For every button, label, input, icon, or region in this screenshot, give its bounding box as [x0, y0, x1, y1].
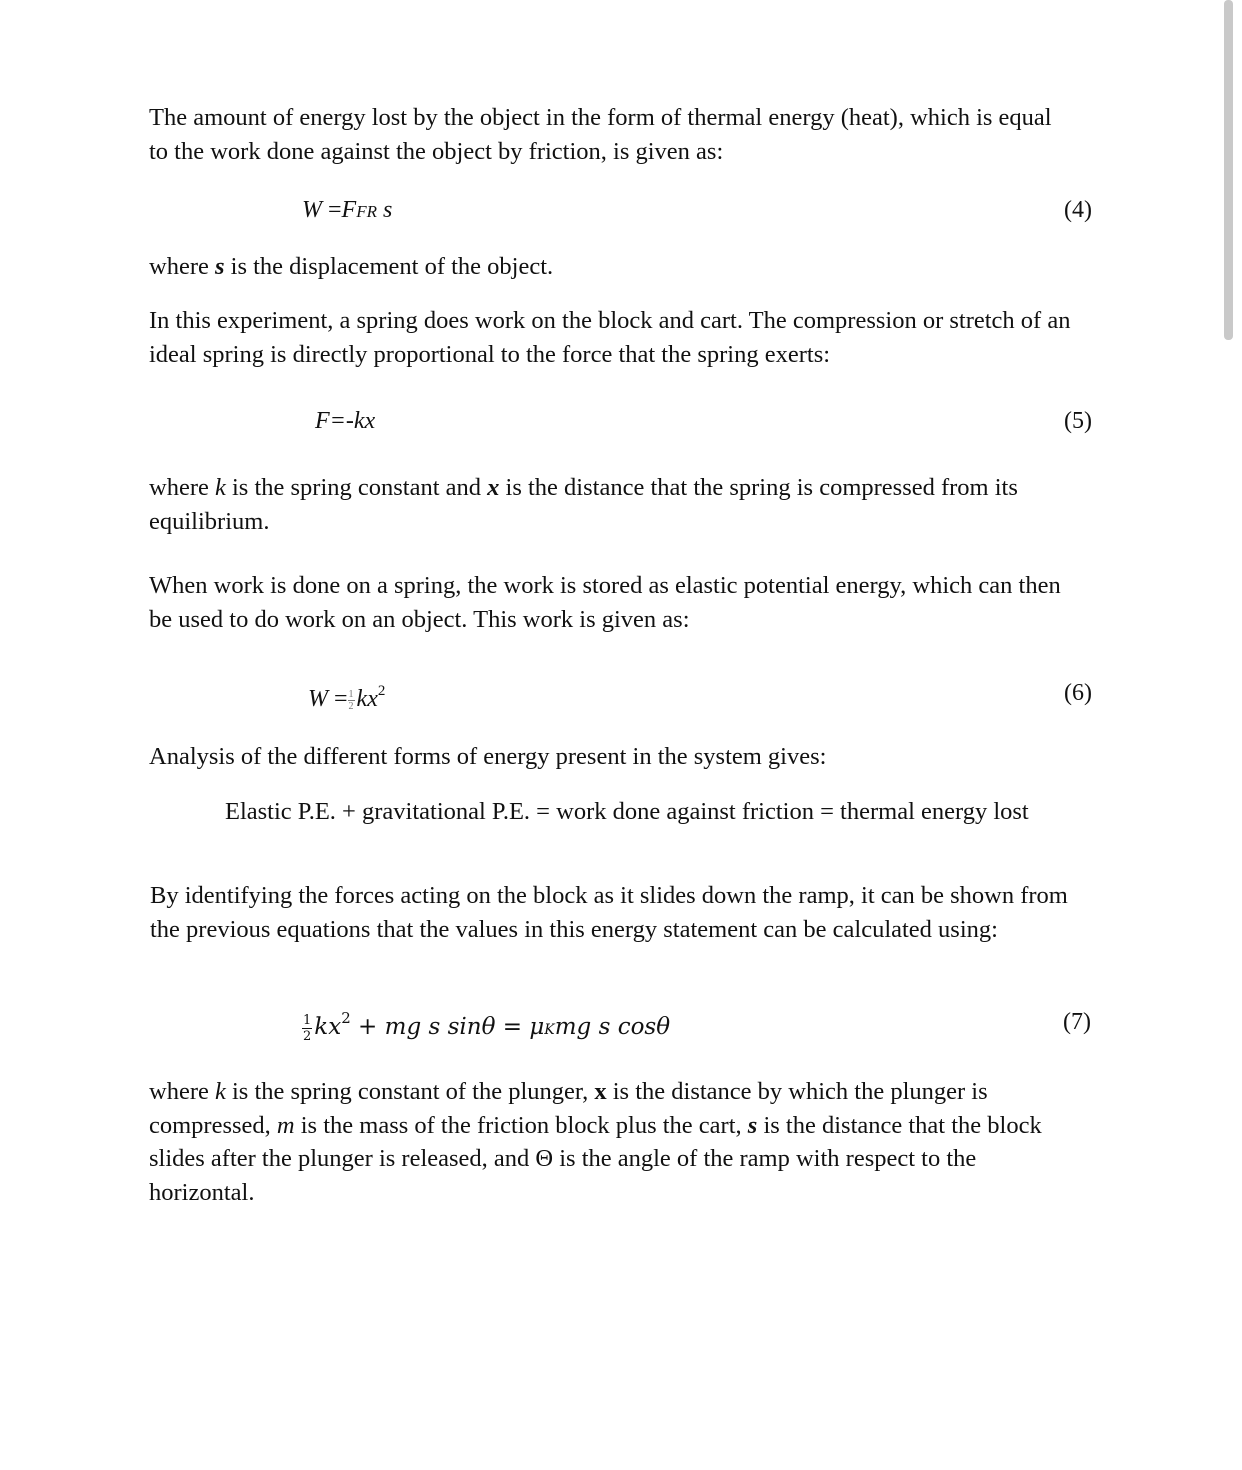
- paragraph-analysis: [149, 740, 1109, 774]
- var-x: x: [594, 1078, 607, 1105]
- equation-number-7: (7): [1063, 1009, 1091, 1035]
- text-segment: is the mass of the friction block plus the cart,: [294, 1111, 748, 1139]
- paragraph-line: The amount of energy lost by the object in the form of thermal energy (heat), which is equal: [149, 104, 1052, 131]
- equation-number-6: (6): [1064, 680, 1092, 706]
- eq7-exponent: 2: [341, 1009, 351, 1027]
- eq6-rhs: kx: [356, 686, 378, 712]
- eq7-mu-subscript: K: [544, 1022, 555, 1038]
- paragraph-thermal-energy: [149, 101, 1109, 168]
- eq7-part2: + mg s sinθ =: [350, 1014, 530, 1040]
- paragraph-line: In this experiment, a spring does work on the block and cart. The compression or stretch of an: [149, 307, 1071, 334]
- text-segment: is the displacement of the object.: [224, 253, 554, 280]
- text-segment: is the distance that the block: [757, 1111, 1042, 1139]
- eq6-lhs: W: [308, 686, 328, 712]
- paragraph-line: the previous equations that the values in this energy statement can be calculated using:: [150, 915, 998, 943]
- paragraph-displacement: [149, 250, 1109, 284]
- paragraph-line: slides after the plunger is released, and Θ is the angle of the ramp with respect to the: [149, 1145, 977, 1172]
- paragraph-line: be used to do work on an object. This work is given as:: [149, 605, 690, 633]
- paragraph-spring-constant: [149, 471, 1109, 538]
- paragraph-line: equilibrium.: [149, 507, 270, 535]
- frac-numerator: 1: [303, 1012, 312, 1028]
- eq4-subscript: FR: [356, 202, 377, 221]
- paragraph-line: ideal spring is directly proportional to the force that the spring exerts:: [149, 340, 831, 368]
- eq4-rhs: s: [377, 197, 393, 223]
- eq4-lhs: W: [302, 197, 322, 223]
- var-k: k: [214, 474, 226, 501]
- var-m: m: [276, 1111, 295, 1139]
- frac-denominator: 2: [348, 700, 354, 712]
- paragraph-line: By identifying the forces acting on the block as it slides down the ramp, it can be shown from: [150, 882, 1068, 909]
- eq6-exponent: 2: [377, 683, 386, 699]
- eq6-equals: =: [328, 686, 348, 712]
- eq7-mu: μ: [529, 1014, 545, 1040]
- eq4-var: F: [341, 197, 357, 223]
- var-s: s: [747, 1111, 758, 1139]
- equation-6: [308, 676, 385, 714]
- paragraph-forces: [150, 879, 1110, 946]
- statement-text: Elastic P.E. + gravitational P.E. = work done against friction = thermal energy lost: [225, 798, 1029, 825]
- frac-denominator: 2: [303, 1028, 312, 1044]
- paragraph-line: [149, 1075, 1109, 1109]
- equation-5: F=-kx: [315, 408, 376, 434]
- text-segment: compressed,: [149, 1111, 277, 1139]
- text-segment: where: [149, 474, 215, 501]
- equation-number-4: (4): [1064, 197, 1092, 223]
- text-segment: is the spring constant of the plunger,: [225, 1078, 595, 1105]
- text-segment: where: [149, 253, 215, 280]
- frac-numerator: 1: [348, 688, 354, 700]
- var-k: k: [214, 1078, 226, 1105]
- eq7-part1: kx: [314, 1014, 342, 1040]
- eq7-part3: mg s cosθ: [554, 1014, 671, 1040]
- text-segment: where: [149, 1078, 215, 1105]
- paragraph-line: [149, 471, 1109, 505]
- equation-7: [302, 998, 670, 1050]
- text-segment: is the distance that the spring is compressed from its: [499, 474, 1018, 501]
- text-segment: is the distance by which the plunger is: [606, 1078, 988, 1105]
- eq6-fraction: [348, 689, 355, 712]
- paragraph-line: Analysis of the different forms of energy present in the system gives:: [149, 743, 827, 770]
- paragraph-elastic-energy: [149, 569, 1109, 636]
- paragraph-line: [149, 1109, 1109, 1143]
- eq7-fraction: [302, 1013, 312, 1044]
- text-segment: is the spring constant and: [225, 474, 488, 501]
- paragraph-line: horizontal.: [149, 1178, 255, 1206]
- energy-statement: [225, 795, 1185, 829]
- var-s: s: [214, 253, 225, 280]
- equation-4: [302, 195, 392, 227]
- paragraph-line: to the work done against the object by friction, is given as:: [149, 137, 724, 165]
- paragraph-spring-intro: [149, 304, 1109, 371]
- var-x: x: [487, 474, 500, 501]
- eq4-equals: =: [322, 197, 342, 223]
- vertical-scrollbar[interactable]: [1224, 0, 1233, 340]
- equation-number-5: (5): [1064, 408, 1092, 434]
- paragraph-line: When work is done on a spring, the work is stored as elastic potential energy, which can then: [149, 572, 1061, 599]
- paragraph-variable-definitions: [149, 1075, 1109, 1209]
